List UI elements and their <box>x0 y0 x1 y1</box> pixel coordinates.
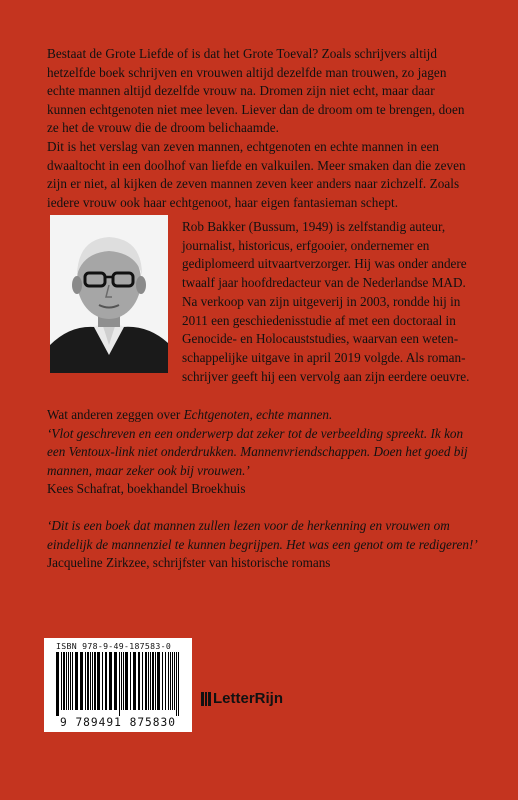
isbn-label: ISBN 978-9-49-187583-0 <box>56 641 172 651</box>
bio-line: 2011 een geschiedenisstudie af met een doctoraal in <box>182 312 456 328</box>
quote-line: ‘Vlot geschreven en een onderwerp dat zeker tot de verbeelding spreekt. Ik kon <box>47 425 464 441</box>
bio-line: Rob Bakker (Bussum, 1949) is zelfstandig auteur, <box>182 219 446 234</box>
isbn-digits: 9 789491 875830 <box>59 716 177 729</box>
blurb-line: iedere vrouw ook haar echtgenoot, haar eigen fantasieman schept. <box>47 194 399 210</box>
reviews-section <box>47 406 487 573</box>
publisher-logo <box>201 690 283 707</box>
quote-line: eindelijk de mannenziel te kunnen begrijpen. Het was een genot om te redigeren!’ <box>47 536 478 552</box>
reviews-intro-text: Wat anderen zeggen over <box>47 407 184 422</box>
bio-line: Na verkoop van zijn uitgeverij in 2003, rondde hij in <box>182 293 461 309</box>
review-attribution-1: Kees Schafrat, boekhandel Broekhuis <box>47 481 246 497</box>
bio-line: twaalf jaar hoofdredacteur van de Nederlandse MAD. <box>182 275 466 291</box>
publisher-mark-icon <box>201 692 211 706</box>
blurb-line: zijn er niet, al kijken de zeven mannen zeven keer anders naar zichzelf. Zoals <box>47 176 460 192</box>
bio-line: journalist, historicus, erfgooier, ondernemer en <box>182 237 430 253</box>
book-title: Echtgenoten, echte mannen. <box>183 407 333 422</box>
quote-line: een Ventoux-link niet onderdrukken. Mannenvriendschappen. Doen het goed bij <box>47 444 468 460</box>
bio-line: schappelijke uitgave in april 2019 volgde. Als roman- <box>182 349 466 365</box>
review-attribution-2: Jacqueline Zirkzee, schrijfster van historische romans <box>47 555 331 571</box>
back-cover-blurb <box>47 45 477 212</box>
blurb-line: ze het de vrouw die de droom belichaamde. <box>47 120 280 136</box>
bio-line: Genocide- en Holocauststudies, waarvan een weten- <box>182 331 459 347</box>
reviews-intro <box>47 406 487 425</box>
blurb-paragraph-2 <box>47 138 477 212</box>
isbn-barcode <box>44 638 192 732</box>
review-quote-1 <box>47 425 487 481</box>
blurb-paragraph-1 <box>47 45 477 138</box>
blurb-line: hetzelfde boek schrijven en vrouwen altijd dezelfde man trouwen, zo jagen <box>47 64 447 80</box>
quote-line: mannen, maar zeker ook bij vrouwen.’ <box>47 462 250 478</box>
barcode-bars <box>54 652 182 716</box>
quote-line: ‘Dit is een boek dat mannen zullen lezen voor de herkenning en vrouwen om <box>47 517 450 533</box>
blurb-line: Dit is het verslag van zeven mannen, echtgenoten en echte mannen in een <box>47 138 440 154</box>
blurb-line: echte mannen altijd dezelfde vrouw na. Dromen zijn niet echt, maar daar <box>47 83 435 99</box>
blurb-line: kunnen echtgenoten niet mee leven. Liever dan de droom om te brengen, doen <box>47 101 465 117</box>
blurb-line: Bestaat de Grote Liefde of is dat het Grote Toeval? Zoals schrijvers altijd <box>47 46 438 61</box>
bio-line: schrijver geeft hij een vervolg aan zijn eerdere oeuvre. <box>182 368 470 384</box>
blurb-line: dwaaltocht in een doolhof van liefde en valkuilen. Meer smaken dan die zeven <box>47 157 466 173</box>
author-bio <box>182 218 482 386</box>
review-quote-2 <box>47 517 487 554</box>
bio-line: gediplomeerd uitvaartverzorger. Hij was onder andere <box>182 256 467 272</box>
publisher-name: LetterRijn <box>213 690 284 707</box>
author-photo <box>50 215 168 373</box>
author-portrait-image <box>50 215 168 373</box>
